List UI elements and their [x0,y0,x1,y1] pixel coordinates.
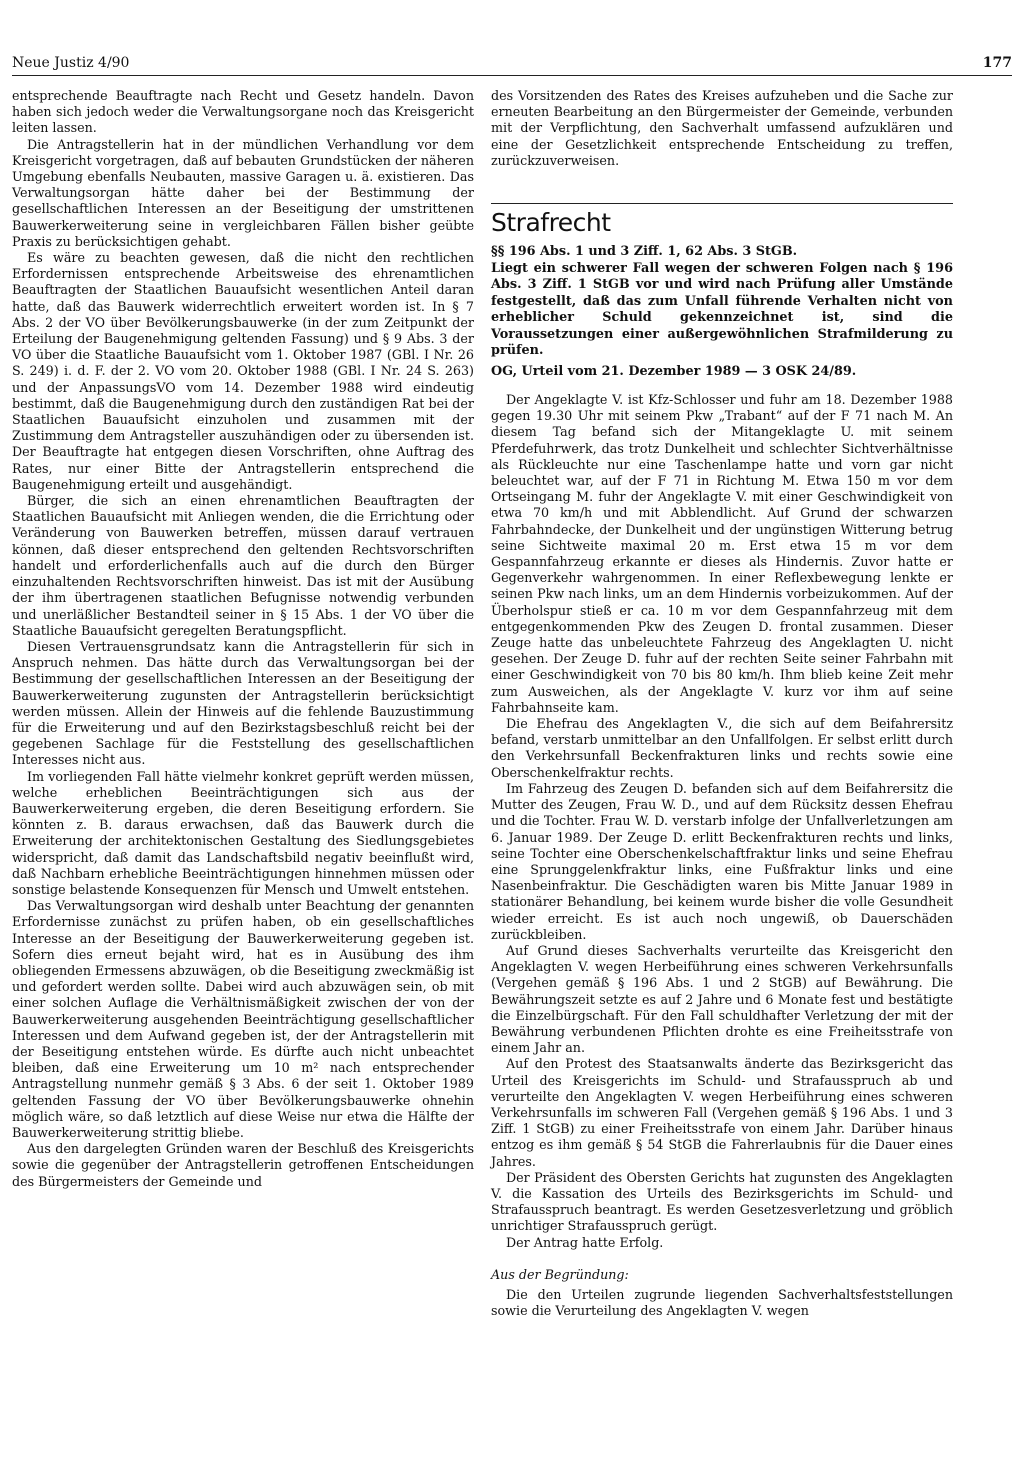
paragraph: Diesen Vertrauensgrundsatz kann die Antragstellerin für sich in Anspruch nehmen. Das hätte durch das Verwaltungsorgan bei der Bestimmung der gesellschaftlichen Interessen an der Beseitigung der Bauwerkerweiterung zugunsten der Antragstellerin berücksichtigt werden müssen. Allein der Hinweis auf die fehlende Bauzustimmung für die Erweiterung und auf den Bezirkstagsbeschluß reicht bei der gegebenen Sachlage für die Feststellung des gesellschaftlichen Interesses nicht aus. [12,638,474,768]
paragraph: Auf den Protest des Staatsanwalts änderte das Bezirksgericht das Urteil des Kreisgerichts im Schuld- und Strafausspruch ab und verurteilte den Angeklagten V. wegen Herbeiführung eines schweren Verkehrsunfalls im schweren Fall (Vergehen gemäß § 196 Abs. 1 und 3 Ziff. 1 StGB) zu einer Freiheitsstrafe von einem Jahr. Darüber hinaus entzog es ihm gemäß § 54 StGB die Fahrerlaubnis für die Dauer eines Jahres. [491,1056,953,1169]
paragraph: Das Verwaltungsorgan wird deshalb unter Beachtung der genannten Erfordernisse zunächst zu prüfen haben, ob ein gesellschaftliches Interesse an der Beseitigung der Bauwerkerweiterung gegeben ist. Sofern dies erneut bejaht wird, hat es in Ausübung des ihm obliegenden Ermessens abzuwägen, ob die Beseitigung zweckmäßig ist und gefordert werden sollte. Dabei wird auch abzuwägen sein, ob mit einer solchen Auflage die Verhältnismäßigkeit zwischen der von der Bauwerkerweiterung ausgehenden Beeinträchtigung gesellschaftlicher Interessen und dem Aufwand gegeben ist, der der Antragstellerin mit der Beseitigung entstehen würde. Es dürfte auch nicht unbeachtet bleiben, daß eine Erweiterung um 10 m² nach entsprechender Antragstellung nunmehr gemäß § 3 Abs. 6 der seit 1. Oktober 1989 geltenden Fassung der VO über Bevölkerungsbauwerke ohnehin möglich wäre, so daß letztlich auf diese Weise nur etwa die Hälfte der Bauwerkerweiterung strittig bliebe. [12,898,474,1140]
paragraph: Aus den dargelegten Gründen waren der Beschluß des Kreisgerichts sowie die gegenüber der Antragstellerin getroffenen Entscheidungen des Bürgermeisters der Gemeinde und [12,1141,474,1189]
paragraph: Auf Grund dieses Sachverhalts verurteilte das Kreisgericht den Angeklagten V. wegen Herbeiführung eines schweren Verkehrsunfalls (Vergehen gemäß § 196 Abs. 1 und 2 StGB) auf Bewährung. Die Bewährungszeit setzte es auf 2 Jahre und 6 Monate fest und bestätigte die Einzelbürgschaft. Für den Fall schuldhafter Verletzung der mit der Bewährung verbundenen Pflichten drohte es eine Freiheitsstrafe von einem Jahr an. [491,942,953,1056]
paragraph: Der Angeklagte V. ist Kfz-Schlosser und fuhr am 18. Dezember 1988 gegen 19.30 Uhr mit seinem Pkw „Trabant“ auf der F 71 nach M. An diesem Tag befand sich der Mitangeklagte U. mit seinem Pferdefuhrwerk, das trotz Dunkelheit und schlechter Sichtverhältnisse als Rückleuchte nur eine Taschenlampe hatte und vorn gar nicht beleuchtet war, auf der F 71 in Richtung M. Etwa 150 m vor dem Ortseingang M. fuhr der Angeklagte V. mit einer Geschwindigkeit von etwa 70 km/h und mit Abblendlicht. Auf Grund der schwarzen Fahrbahndecke, der Dunkelheit und der ungünstigen Witterung betrug seine Sichtweite maximal 20 m. Erst etwa 15 m vor dem Gespannfahrzeug erkannte er dieses als Hindernis. Zuvor hatte er Gegenverkehr wahrgenommen. In einer Reflexbewegung lenkte er seinen Pkw nach links, um an dem Hindernis vorbeizukommen. Auf der Überholspur stieß er ca. 10 m vor dem Gespannfahrzeug mit dem entgegenkommenden Pkw des Zeugen D. frontal zusammen. Dieser Zeuge hatte das unbeleuchtete Fahrzeug des Angeklagten U. nicht gesehen. Der Zeuge D. fuhr auf der rechten Seite seiner Fahrbahn mit einer Geschwindigkeit von 70 bis 80 km/h. Ihm blieb keine Zeit mehr zum Ausweichen, als der Angeklagte V. kurz vor ihm auf seine Fahrbahnseite kam. [491,392,953,715]
paragraph: Im Fahrzeug des Zeugen D. befanden sich auf dem Beifahrersitz die Mutter des Zeugen, Frau W. D., und auf dem Rücksitz dessen Ehefrau und die Tochter. Frau W. D. verstarb infolge der Unfallverletzungen am 6. Januar 1989. Der Zeuge D. erlitt Beckenfrakturen rechts und links, seine Tochter eine Oberschenkelschaftfraktur links und seine Ehefrau eine Sprunggelenkfraktur links, eine Fußfraktur links und eine Nasenbeinfraktur. Die Geschädigten waren bis Mitte Januar 1989 in stationärer Behandlung, bei keinem wurde bisher die volle Gesundheit wieder erreicht. Es ist auch noch ungewiß, ob Dauerschäden zurückbleiben. [491,780,953,942]
journal-title: Neue Justiz 4/90 [12,55,130,71]
page-number: 177 [982,55,1012,71]
paragraph: Im vorliegenden Fall hätte vielmehr konkret geprüft werden müssen, welche erheblichen Beeinträchtigungen sich aus der Bauwerkerweiterung ergeben, die deren Beseitigung erfordern. Sie könnten z. B. daraus erwachsen, daß das Bauwerk durch die Erweiterung der architektonischen Gestaltung des Siedlungsgebietes widerspricht, daß damit das Landschaftsbild negativ beeinflußt wird, daß Nachbarn erhebliche Beeinträchtigungen hinnehmen müssen oder sonstige belastende Konsequenzen für Mensch und Umwelt entstehen. [12,768,474,897]
court-reference: OG, Urteil vom 21. Dezember 1989 — 3 OSK 24/89. [491,363,857,379]
right-column [491,88,953,1319]
headnote: Liegt ein schwerer Fall wegen der schweren Folgen nach § 196 Abs. 3 Ziff. 1 StGB vor und wird nach Prüfung aller Umstände festgestellt, daß das zum Unfall führende Verhalten nicht von erheblicher Schuld gekennzeichnet ist, sind die Voraussetzungen einer außergewöhnlichen Strafmilderung zu prüfen. [491,260,953,359]
paragraph: entsprechende Beauftragte nach Recht und Gesetz handeln. Davon haben sich jedoch weder die Verwaltungsorgane noch das Kreisgericht leiten lassen. [12,88,474,136]
reasoning-label: Aus der Begründung: [491,1266,629,1282]
paragraph: Die Ehefrau des Angeklagten V., die sich auf dem Beifahrersitz befand, verstarb unmittelbar an den Unfallfolgen. Er selbst erlitt durch den Verkehrsunfall Beckenfrakturen links und rechts sowie eine Oberschenkelfraktur rechts. [491,716,953,780]
paragraph: Die Antragstellerin hat in der mündlichen Verhandlung vor dem Kreisgericht vorgetragen, daß auf bebauten Grundstücken der näheren Umgebung ebenfalls Neubauten, massive Garagen u. ä. existieren. Das Verwaltungsorgan hätte daher bei der Bestimmung der gesellschaftlichen Interessen an der Beseitigung der umstrittenen Bauwerkerweiterung seine in vergleichbaren Fällen bisher geübte Praxis zu berücksichtigen gehabt. [12,136,474,249]
section-divider [491,203,953,204]
law-reference: §§ 196 Abs. 1 und 3 Ziff. 1, 62 Abs. 3 StGB. [491,244,798,260]
page-header [12,55,1012,76]
paragraph: Es wäre zu beachten gewesen, daß die nicht den rechtlichen Erfordernissen entsprechende Arbeitsweise des ehrenamtlichen Beauftragten der Staatlichen Bauaufsicht wesentlichen Anteil daran hatte, daß das Bauwerk widerrechtlich erweitert worden ist. In § 7 Abs. 2 der VO über Bevölkerungsbauwerke (in der zum Zeitpunkt der Erteilung der Baugenehmigung geltenden Fassung) und § 9 Abs. 3 der VO über die Staatliche Bauaufsicht vom 1. Oktober 1987 (GBl. I Nr. 26 S. 249) i. d. F. der 2. VO vom 20. Oktober 1988 (GBl. I Nr. 24 S. 263) und der AnpassungsVO vom 14. Dezember 1988 wird eindeutig bestimmt, daß die Baugenehmigung durch den zuständigen Rat bei der Staatlichen Bauaufsicht einzuholen und zusammen mit der Zustimmung dem Antragsteller auszuhändigen oder zu übersenden ist. Der Beauftragte hat entgegen diesen Vorschriften, ohne Auftrag des Rates, nur einer Bitte der Antragstellerin entsprechend die Baugenehmigung erteilt und ausgehändigt. [12,250,474,492]
paragraph: Bürger, die sich an einen ehrenamtlichen Beauftragten der Staatlichen Bauaufsicht mit Anliegen wenden, die die Errichtung oder Veränderung von Bauwerken betreffen, müssen darauf vertrauen können, daß dieser entsprechend den geltenden Rechtsvorschriften handelt und erforderlichenfalls auch auf die durch den Bürger einzuhaltenden Rechtsvorschriften hinweist. Das ist mit der Ausübung der ihm übertragenen staatlichen Befugnisse notwendig verbunden und unerläßlicher Bestandteil seiner in § 15 Abs. 1 der VO über die Staatliche Bauaufsicht geregelten Beratungspflicht. [12,493,474,638]
paragraph-continuation: des Vorsitzenden des Rates des Kreises aufzuheben und die Sache zur erneuten Bearbeitung an den Bürgermeister der Gemeinde, verbunden mit der Verpflichtung, den Sachverhalt umfassend aufzuklären und eine der Gesetzlichkeit entsprechende Entscheidung zu treffen, zurückzuverweisen. [491,88,953,168]
paragraph: Der Präsident des Obersten Gerichts hat zugunsten des Angeklagten V. die Kassation des Urteils des Bezirksgerichts im Schuld- und Strafausspruch beantragt. Es werden Gesetzesverletzung und gröblich unrichtiger Strafausspruch gerügt. [491,1169,953,1234]
paragraph: Der Antrag hatte Erfolg. [506,1234,664,1250]
paragraph: Die den Urteilen zugrunde liegenden Sachverhaltsfeststellungen sowie die Verurteilung des Angeklagten V. wegen [491,1286,953,1319]
section-title: Strafrecht [491,208,611,238]
left-column [12,88,474,1190]
